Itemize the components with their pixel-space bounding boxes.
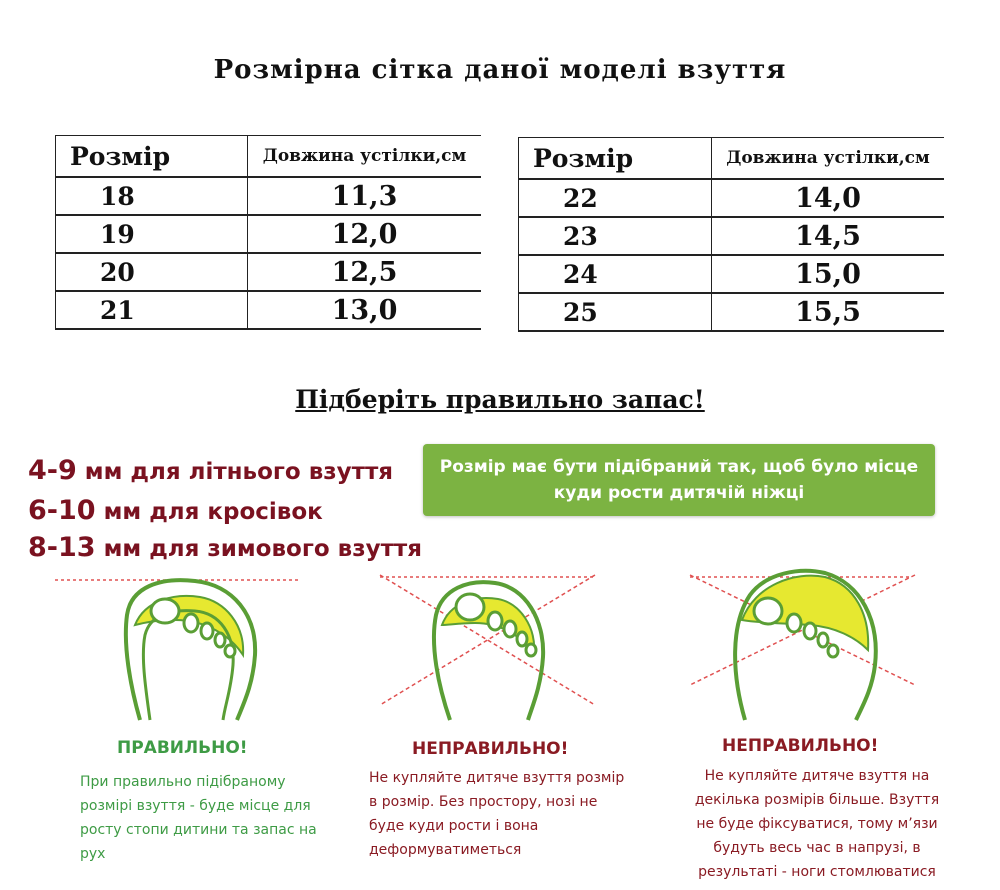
table-row — [56, 291, 482, 329]
description-line: деформуватиметься — [369, 842, 522, 858]
toe — [504, 621, 516, 637]
description-correct — [80, 770, 340, 866]
size-cell: 25 — [519, 293, 712, 331]
table-row — [519, 293, 945, 331]
length-cell: 12,5 — [331, 256, 398, 288]
description-line: не буде фіксуватися, тому м’язи — [696, 816, 938, 832]
table-row — [56, 253, 482, 291]
table-header-row — [519, 138, 945, 180]
description-line: в розмір. Без простору, нозі не — [369, 794, 598, 810]
length-cell: 12,0 — [331, 218, 398, 250]
allowance-label: мм для зимового взуття — [95, 536, 422, 562]
allowance-winter — [28, 532, 422, 563]
toe — [804, 623, 816, 639]
foot-correct-fit-illustration — [55, 565, 305, 725]
size-cell: 19 — [56, 215, 248, 253]
big-toe — [456, 594, 484, 620]
allowance-summer — [28, 455, 393, 486]
description-line: рух — [80, 846, 106, 862]
foot-too-large-illustration — [670, 565, 930, 725]
size-cell: 24 — [519, 255, 712, 293]
description-too-small — [369, 766, 644, 862]
length-cell: 15,5 — [795, 296, 861, 328]
big-toe — [151, 599, 179, 623]
description-line: розмірі взуття - буде місце для — [80, 798, 311, 814]
table-row — [56, 177, 482, 215]
section-heading: Підберіть правильно запас! — [295, 385, 705, 414]
header-size: Розмір — [519, 138, 712, 180]
verdict-too-large: НЕПРАВИЛЬНО! — [722, 736, 879, 756]
toe — [225, 645, 235, 657]
length-cell: 14,0 — [795, 182, 861, 214]
allowance-range: 4-9 — [28, 455, 77, 486]
page-title: Розмірна сітка даної моделі взуття — [213, 55, 787, 85]
description-line: Не купляйте дитяче взуття на — [704, 768, 930, 784]
table-row — [519, 255, 945, 293]
allowance-label: мм для літнього взуття — [76, 459, 394, 485]
foot-too-small-illustration — [350, 565, 620, 725]
description-line: Не купляйте дитяче взуття розмір — [369, 770, 625, 786]
header-length: Довжина устілки,см — [248, 136, 482, 178]
description-line: декілька розмірів більше. Взуття — [694, 792, 940, 808]
description-line: буде куди рости і вона — [369, 818, 539, 834]
size-cell: 23 — [519, 217, 712, 255]
description-line: При правильно підібраному — [80, 774, 286, 790]
allowance-label: мм для кросівок — [95, 499, 323, 525]
size-cell: 21 — [56, 291, 248, 329]
table-row — [519, 179, 945, 217]
size-cell: 20 — [56, 253, 248, 291]
description-line: будуть весь час в напрузі, в — [713, 840, 921, 856]
table-row — [519, 217, 945, 255]
allowance-range: 6-10 — [28, 495, 96, 526]
header-size: Розмір — [56, 136, 248, 178]
big-toe — [754, 598, 782, 624]
toe — [215, 633, 225, 647]
length-cell: 13,0 — [331, 294, 398, 326]
size-table-left — [55, 135, 481, 330]
verdict-too-small: НЕПРАВИЛЬНО! — [412, 739, 569, 759]
toe — [787, 614, 801, 632]
toe — [526, 644, 536, 656]
description-line: результаті - ноги стомлюватися — [698, 864, 936, 880]
toe — [488, 612, 502, 630]
header-length: Довжина устілки,см — [712, 138, 945, 180]
table-row — [56, 215, 482, 253]
description-too-large — [686, 764, 948, 884]
toe — [201, 623, 213, 639]
size-table-right — [518, 137, 944, 332]
banner-line: куди рости дитячій ніжці — [553, 483, 805, 503]
info-banner — [423, 444, 935, 516]
size-cell: 22 — [519, 179, 712, 217]
description-line: росту стопи дитини та запас на — [80, 822, 317, 838]
length-cell: 14,5 — [795, 220, 861, 252]
toe — [828, 645, 838, 657]
banner-line: Розмір має бути підібраний так, щоб було місце — [439, 456, 919, 477]
allowance-range: 8-13 — [28, 532, 96, 563]
verdict-correct: ПРАВИЛЬНО! — [117, 738, 248, 758]
table-header-row — [56, 136, 482, 178]
length-cell: 11,3 — [331, 180, 398, 212]
toe — [184, 614, 198, 632]
allowance-sneakers — [28, 495, 323, 526]
toe — [517, 632, 527, 646]
length-cell: 15,0 — [795, 258, 861, 290]
size-cell: 18 — [56, 177, 248, 215]
toe — [818, 633, 828, 647]
